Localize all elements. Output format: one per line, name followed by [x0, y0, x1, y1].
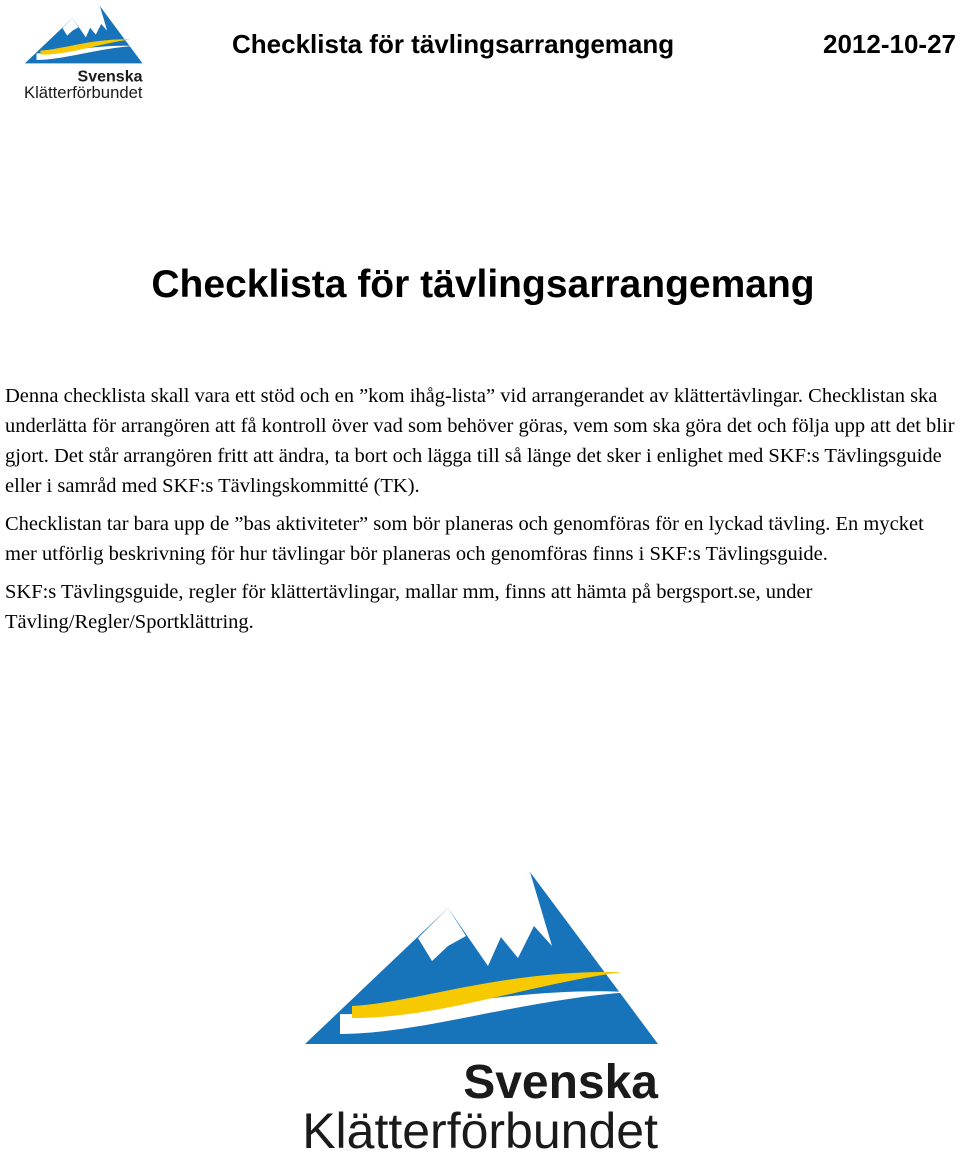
- skf-logo-large: [300, 866, 665, 1154]
- intro-text: [5, 381, 955, 645]
- logo-line2: Klätterförbundet: [23, 83, 143, 100]
- header-date: 2012-10-27: [823, 29, 956, 59]
- page-title: Checklista för tävlingsarrangemang: [151, 263, 815, 306]
- header-title: Checklista för tävlingsarrangemang: [232, 29, 675, 59]
- skf-logo-small: [22, 4, 146, 100]
- logo-line2: Klätterförbundet: [302, 1103, 658, 1154]
- paragraph-2: Checklistan tar bara upp de ”bas aktiviteter” som bör planeras och genomföras för en lyckad tävling. En mycket mer utförlig beskrivning för hur tävlingar bör planeras och genomföras finns i SKF:s Tävlingsguide.: [5, 513, 924, 565]
- paragraph-1: Denna checklista skall vara ett stöd och en ”kom ihåg-lista” vid arrangerandet av klättertävlingar. Checklistan ska underlätta för arrangören att få kontroll över vad som behöver göras, vem som ska göra det och följa upp att det blir gjort. Det står arrangören fritt att ändra, ta bort och lägga till så länge det sker i enlighet med SKF:s Tävlingsguide eller i samråd med SKF:s Tävlingskommitté (TK).: [5, 385, 955, 497]
- logo-line1: Svenska: [77, 68, 143, 86]
- mountain-icon: [305, 872, 658, 1044]
- mountain-icon: [25, 6, 143, 63]
- logo-line1: Svenska: [463, 1056, 658, 1109]
- paragraph-3: SKF:s Tävlingsguide, regler för klättertävlingar, mallar mm, finns att hämta på bergsport.se, under Tävling/Regler/Sportklättring.: [5, 581, 813, 633]
